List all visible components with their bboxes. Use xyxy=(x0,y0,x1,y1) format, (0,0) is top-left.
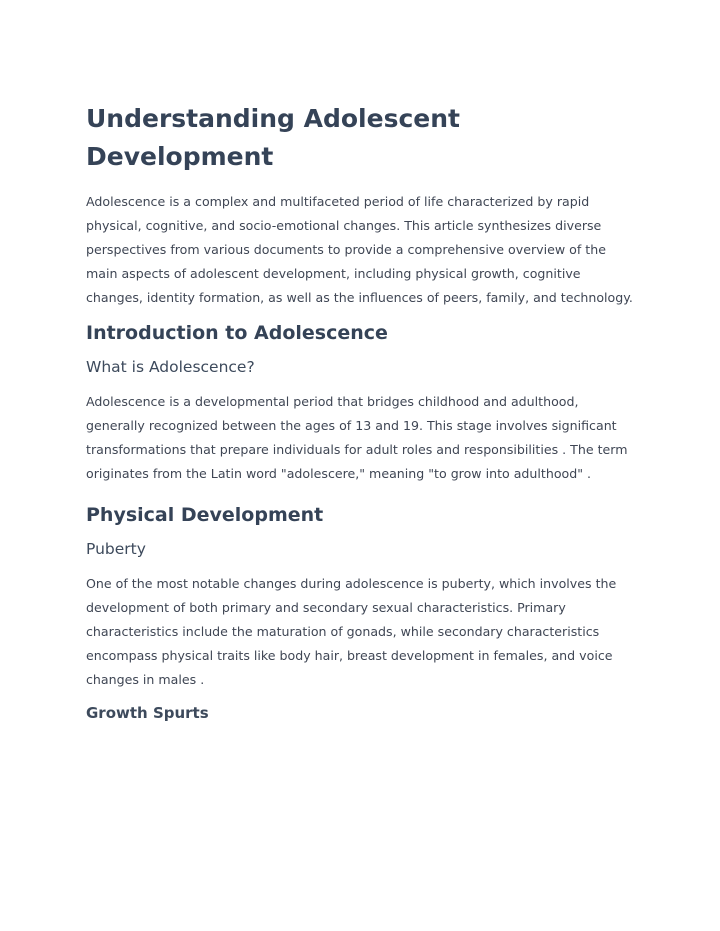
paragraph-puberty: One of the most notable changes during adolescence is puberty, which involves the development of both primary and secondary sexual characteristics. Primary characteristics include the maturation of gonads, while secondary characteristics encompass physical traits like body hair, breast development in females, and voice changes in males . xyxy=(86,576,617,687)
subsection-heading-growth-spurts: Growth Spurts xyxy=(86,704,209,722)
subsection-heading-what-is-adolescence: What is Adolescence? xyxy=(86,358,255,376)
paragraph-what-is-adolescence: Adolescence is a developmental period that bridges childhood and adulthood, generally recognized between the ages of 13 and 19. This stage involves significant transformations that prepare individuals for adult roles and responsibilities . The term originates from the Latin word "adolescere," meaning "to grow into adulthood" . xyxy=(86,394,628,481)
section-heading-introduction: Introduction to Adolescence xyxy=(86,322,388,344)
section-heading-physical-development: Physical Development xyxy=(86,504,324,526)
subsection-heading-puberty: Puberty xyxy=(86,540,146,558)
intro-paragraph: Adolescence is a complex and multifaceted period of life characterized by rapid physical, cognitive, and socio-emotional changes. This article synthesizes diverse perspectives from various documents to provide a comprehensive overview of the main aspects of adolescent development, including physical growth, cognitive changes, identity formation, as well as the influences of peers, family, and technology. xyxy=(86,194,633,305)
page-title: Understanding Adolescent Development xyxy=(86,104,460,171)
